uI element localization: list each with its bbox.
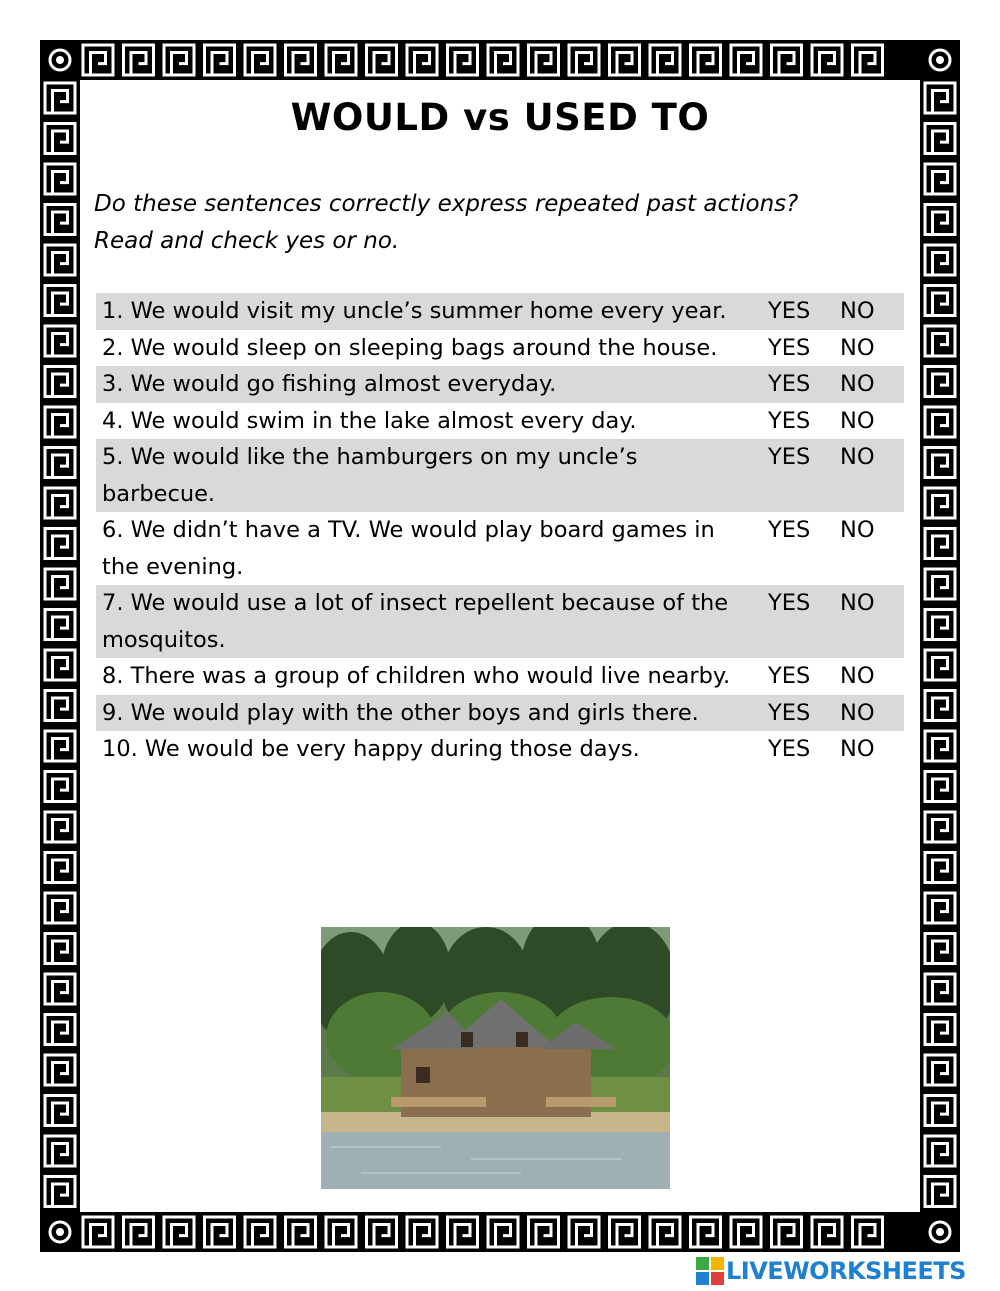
question-text: 4. We would swim in the lake almost every day.: [102, 407, 637, 434]
greek-key-tile: [925, 1096, 955, 1126]
liveworksheets-logo[interactable]: [696, 1254, 966, 1288]
greek-key-tile: [650, 45, 680, 75]
greek-key-tile: [45, 1136, 75, 1166]
greek-key-tile: [45, 83, 75, 113]
greek-key-tile: [925, 691, 955, 721]
question-text: 7. We would use a lot of insect repellent because of the mosquitos.: [102, 590, 729, 653]
question-row: [96, 293, 904, 330]
greek-key-tile: [45, 407, 75, 437]
greek-key-tile: [812, 1217, 842, 1247]
greek-key-tile: [124, 1217, 154, 1247]
question-text: 1. We would visit my uncle’s summer home every year.: [102, 298, 727, 324]
greek-key-tile: [45, 691, 75, 721]
greek-key-tile: [488, 45, 518, 75]
no-option[interactable]: NO: [840, 371, 875, 397]
greek-key-tile: [124, 45, 154, 75]
worksheet-title: WOULD vs USED TO: [290, 96, 710, 139]
no-option[interactable]: NO: [840, 407, 875, 434]
greek-key-tile: [45, 286, 75, 316]
greek-key-tile: [45, 1177, 75, 1207]
greek-key-tile: [45, 650, 75, 680]
border-corner-dot: [56, 1228, 64, 1236]
greek-key-tile: [650, 1217, 680, 1247]
greek-key-tile: [925, 1136, 955, 1166]
yes-option[interactable]: YES: [768, 298, 811, 324]
question-text: 6. We didn’t have a TV. We would play board games in the evening.: [102, 517, 715, 580]
yes-option[interactable]: YES: [768, 663, 811, 689]
question-row: [96, 330, 904, 367]
greek-key-tile: [925, 731, 955, 761]
question-text: 3. We would go fishing almost everyday.: [102, 371, 557, 397]
greek-key-tile: [925, 650, 955, 680]
greek-key-tile: [367, 45, 397, 75]
greek-key-tile: [925, 164, 955, 194]
liveworksheets-logo-icon: [696, 1257, 724, 1285]
greek-key-tile: [569, 1217, 599, 1247]
greek-key-tile: [925, 488, 955, 518]
greek-key-tile: [529, 1217, 559, 1247]
lake-house-photo: [321, 927, 670, 1189]
yes-option[interactable]: YES: [768, 371, 811, 397]
question-row: [96, 695, 904, 732]
greek-key-tile: [925, 367, 955, 397]
yes-option[interactable]: YES: [768, 517, 811, 543]
greek-key-tile: [691, 1217, 721, 1247]
instructions-line-2: Read and check yes or no.: [94, 228, 400, 254]
greek-key-tile: [853, 45, 883, 75]
greek-key-tile: [205, 45, 235, 75]
question-text: 2. We would sleep on sleeping bags around the house.: [102, 334, 718, 361]
question-row: [96, 585, 904, 658]
greek-key-tile: [45, 1055, 75, 1085]
greek-key-tile: [925, 407, 955, 437]
instructions: [94, 186, 894, 260]
liveworksheets-logo-text: LIVEWORKSHEETS: [726, 1257, 966, 1285]
greek-key-tile: [925, 245, 955, 275]
greek-key-tile: [286, 45, 316, 75]
greek-key-tile: [245, 1217, 275, 1247]
greek-key-tile: [925, 326, 955, 356]
greek-key-tile: [569, 45, 599, 75]
greek-key-tile: [45, 1015, 75, 1045]
no-option[interactable]: NO: [840, 590, 875, 616]
greek-key-tile: [925, 529, 955, 559]
greek-key-tile: [925, 205, 955, 235]
greek-key-tile: [925, 610, 955, 640]
greek-key-tile: [45, 164, 75, 194]
greek-key-tile: [407, 45, 437, 75]
greek-key-tile: [45, 853, 75, 883]
greek-key-tile: [925, 448, 955, 478]
question-table: [96, 293, 904, 768]
greek-key-tile: [407, 1217, 437, 1247]
greek-key-tile: [45, 893, 75, 923]
border-corner-dot: [56, 56, 64, 64]
greek-key-tile: [326, 1217, 356, 1247]
greek-key-tile: [925, 124, 955, 154]
question-row: [96, 403, 904, 440]
greek-key-tile: [610, 1217, 640, 1247]
greek-key-tile: [925, 934, 955, 964]
no-option[interactable]: NO: [840, 517, 875, 543]
greek-key-tile: [812, 45, 842, 75]
instructions-line-1: Do these sentences correctly express repeated past actions?: [94, 191, 799, 217]
greek-key-tile: [45, 974, 75, 1004]
no-option[interactable]: NO: [840, 736, 875, 762]
greek-key-tile: [925, 83, 955, 113]
question-row: [96, 439, 904, 512]
yes-option[interactable]: YES: [768, 334, 811, 361]
greek-key-tile: [83, 45, 113, 75]
greek-key-tile: [45, 731, 75, 761]
greek-key-tile: [45, 326, 75, 356]
greek-key-tile: [164, 1217, 194, 1247]
greek-key-tile: [45, 934, 75, 964]
greek-key-tile: [731, 1217, 761, 1247]
greek-key-tile: [45, 367, 75, 397]
greek-key-tile: [45, 448, 75, 478]
greek-key-tile: [45, 812, 75, 842]
greek-key-tile: [45, 124, 75, 154]
greek-key-tile: [925, 772, 955, 802]
greek-key-tile: [45, 488, 75, 518]
greek-key-tile: [45, 569, 75, 599]
question-text: 9. We would play with the other boys and girls there.: [102, 699, 699, 726]
greek-key-tile: [925, 1177, 955, 1207]
question-text: 5. We would like the hamburgers on my uncle’s barbecue.: [102, 444, 638, 507]
greek-key-tile: [326, 45, 356, 75]
question-row: [96, 366, 904, 403]
greek-key-tile: [45, 529, 75, 559]
yes-option[interactable]: YES: [768, 736, 811, 762]
greek-key-tile: [610, 45, 640, 75]
greek-key-tile: [205, 1217, 235, 1247]
greek-key-tile: [925, 569, 955, 599]
border-corner-dot: [936, 56, 944, 64]
greek-key-tile: [925, 812, 955, 842]
greek-key-tile: [45, 1096, 75, 1126]
no-option[interactable]: NO: [840, 663, 875, 689]
yes-option[interactable]: YES: [768, 407, 811, 434]
greek-key-tile: [925, 286, 955, 316]
no-option[interactable]: NO: [840, 699, 875, 726]
yes-option[interactable]: YES: [768, 444, 811, 470]
greek-key-tile: [925, 1015, 955, 1045]
question-text: 10. We would be very happy during those days.: [102, 736, 640, 762]
greek-key-tile: [164, 45, 194, 75]
greek-key-tile: [367, 1217, 397, 1247]
yes-option[interactable]: YES: [768, 590, 811, 616]
greek-key-tile: [925, 1055, 955, 1085]
greek-key-tile: [529, 45, 559, 75]
greek-key-tile: [45, 245, 75, 275]
greek-key-tile: [448, 45, 478, 75]
greek-key-tile: [853, 1217, 883, 1247]
greek-key-tile: [925, 974, 955, 1004]
greek-key-tile: [772, 1217, 802, 1247]
greek-key-tile: [925, 893, 955, 923]
greek-key-tile: [45, 610, 75, 640]
greek-key-tile: [448, 1217, 478, 1247]
greek-key-tile: [488, 1217, 518, 1247]
greek-key-tile: [731, 45, 761, 75]
border-corner-dot: [936, 1228, 944, 1236]
greek-key-tile: [286, 1217, 316, 1247]
question-row: [96, 658, 904, 695]
greek-key-tile: [925, 853, 955, 883]
question-row: [96, 731, 904, 768]
question-text: 8. There was a group of children who would live nearby.: [102, 663, 731, 689]
question-row: [96, 512, 904, 585]
greek-key-tile: [691, 45, 721, 75]
no-option[interactable]: NO: [840, 334, 875, 361]
no-option[interactable]: NO: [840, 298, 875, 324]
greek-key-tile: [83, 1217, 113, 1247]
yes-option[interactable]: YES: [768, 699, 811, 726]
greek-key-tile: [45, 205, 75, 235]
greek-key-tile: [245, 45, 275, 75]
greek-key-tile: [45, 772, 75, 802]
no-option[interactable]: NO: [840, 444, 875, 470]
greek-key-tile: [772, 45, 802, 75]
